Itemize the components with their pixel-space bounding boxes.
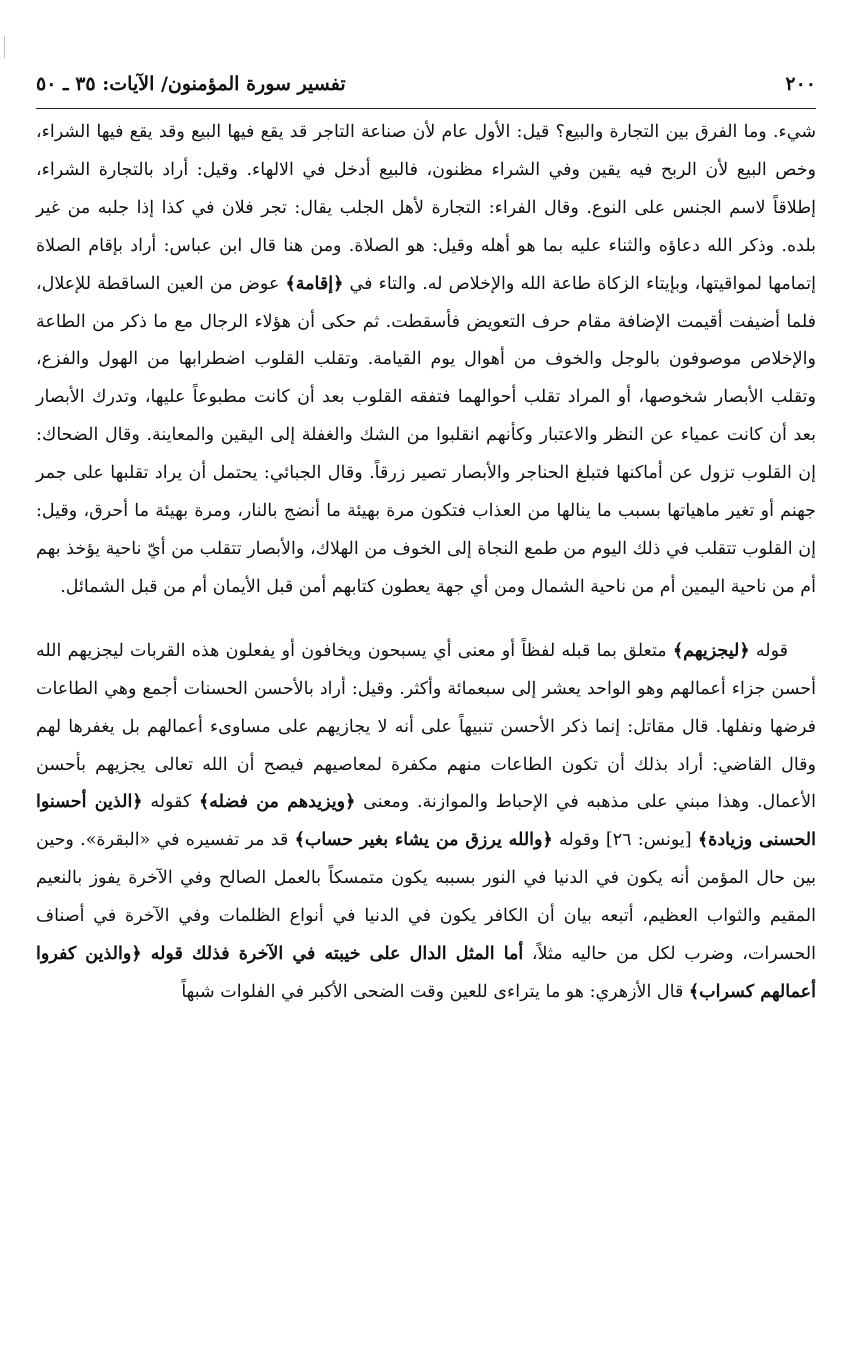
text-run: متعلق بما قبله لفظاً أو معنى أي يسبحون ويخافون أو يفعلون هذه القربات ليجزيهم الله أحسن جزاء أعمالهم وهو الواحد يعشر إلى سبعمائة وأكثر. وقيل: أراد بالأحسن الحسنات أجمع وهي الطاعات فرضها ونفلها. قال مقاتل: إنما ذكر الأحسن تنبيهاً على أنه لا يجازيهم على مساوىء أعمالهم بل يغفرها لهم وقال القاضي: أراد بذلك أن تكون الطاعات منهم مكفرة لمعاصيهم فيصح أن الله تعالى يجزيهم بأحسن الأعمال. وهذا مبني على مذهبه في الإحباط والموازنة. ومعنى <box>36 640 817 813</box>
emphasis-text: ﴿ويزيدهم من فضله﴾ <box>199 792 356 813</box>
paragraph-2 <box>36 633 816 1012</box>
text-run: شيء. وما الفرق بين التجارة والبيع؟ قيل: الأول عام لأن صناعة التاجر قد يقع فيها البيع وقد يقع فيها الشراء، وخص البيع لأن الربح فيه يقين وفي الشراء مظنون، فالبيع أدخل في الالهاء. وقيل: أراد بالتجارة الشراء، إطلاقاً لاسم الجنس على النوع. وقال الفراء: التجارة لأهل الجلب يقال: تجر فلان في كذا إذا جلبه من غير بلده. وذكر الله دعاؤه والثناء عليه بما هو أهله وقيل: هو الصلاة. ومن هنا قال ابن عباس: أراد بإقام الصلاة إتمامها لمواقيتها، وبإيتاء الزكاة طاعة الله والإخلاص له. والتاء في <box>36 122 816 294</box>
text-run: قال الأزهري: هو ما يتراءى للعين وقت الضحى الأكبر في الفلوات شبهاً <box>181 981 689 1002</box>
emphasis-text: ﴿إقامة﴾ <box>285 273 344 294</box>
text-run: قوله <box>749 640 788 661</box>
emphasis-text: ﴿والله يرزق من يشاء بغير حساب﴾ <box>294 830 553 851</box>
paragraph-1 <box>36 114 816 607</box>
text-run: [يونس: ٢٦] وقوله <box>552 830 698 851</box>
emphasis-text: ﴿الذين أحسنوا الحسنى وزيادة﴾ <box>36 792 816 851</box>
emphasis-text: ﴿والذين كفروا أعمالهم كسراب﴾ <box>36 944 816 1002</box>
text-run: قد مر تفسيره في «البقرة». وحين بين حال المؤمن أنه يكون في الدنيا في النور بسببه يكون متمسكاً بالعمل الصالح وفي الآخرة يفوز بالنعيم المقيم والثواب العظيم، أتبعه بيان أن الكافر يكون في الدنيا في أنواع الظلمات وفي الآخرة في أصناف الحسرات، وضرب لكل من حاليه مثلاً، <box>36 830 816 965</box>
text-run: كقوله <box>142 792 199 813</box>
text-run: عوض من العين الساقطة للإعلال، فلما أضيفت أقيمت الإضافة مقام حرف التعويض فأسقطت. ثم حكى أن هؤلاء الرجال مع ما ذكر من الطاعة والإخلاص موصوفون بالوجل والخوف من أهوال يوم القيامة. وتقلب القلوب اضطرابها من الهول والفزع، وتقلب الأبصار شخوصها، أو المراد تقلب أحوالهما فتفقه القلوب بعد أن كانت مطبوعاً عليها، وتدرك الأبصار بعد أن كانت عمياء عن النظر والاعتبار وكأنهم انقلبوا من الشك والغفلة إلى اليقين والمعاينة. وقال الضحاك: إن القلوب تزول عن أماكنها فتبلغ الحناجر والأبصار تصير زرقاً. وقال الجبائي: يحتمل أن يراد تقلبها على جمر جهنم أو تغير ماهياتها بسبب ما ينالها من العذاب فتكون مرة بهيئة ما أنضج بالنار، ومرة بهيئة ما أحرق، وقيل: إن القلوب تتقلب في ذلك اليوم من طمع النجاة إلى الخوف من الهلاك، والأبصار تتقلب من أيّ ناحية يؤخذ بهم أم من ناحية اليمين أم من ناحية الشمال ومن أي جهة يعطون كتابهم أمن قبل الأيمان أم من قبل الشمائل. <box>36 273 816 597</box>
running-header <box>36 66 816 102</box>
header-rule <box>36 108 816 109</box>
running-title: تفسير سورة المؤمنون/ الآيات: ٣٥ ـ ٥٠ <box>36 73 346 95</box>
emphasis-text: ﴿ليجزيهم﴾ <box>672 640 750 661</box>
body-text <box>36 114 816 1012</box>
page-number: ٢٠٠ <box>785 73 816 95</box>
scan-edge-mark <box>4 36 5 58</box>
emphasis-text: أما المثل الدال على خيبته في الآخرة فذلك قوله <box>141 944 524 965</box>
